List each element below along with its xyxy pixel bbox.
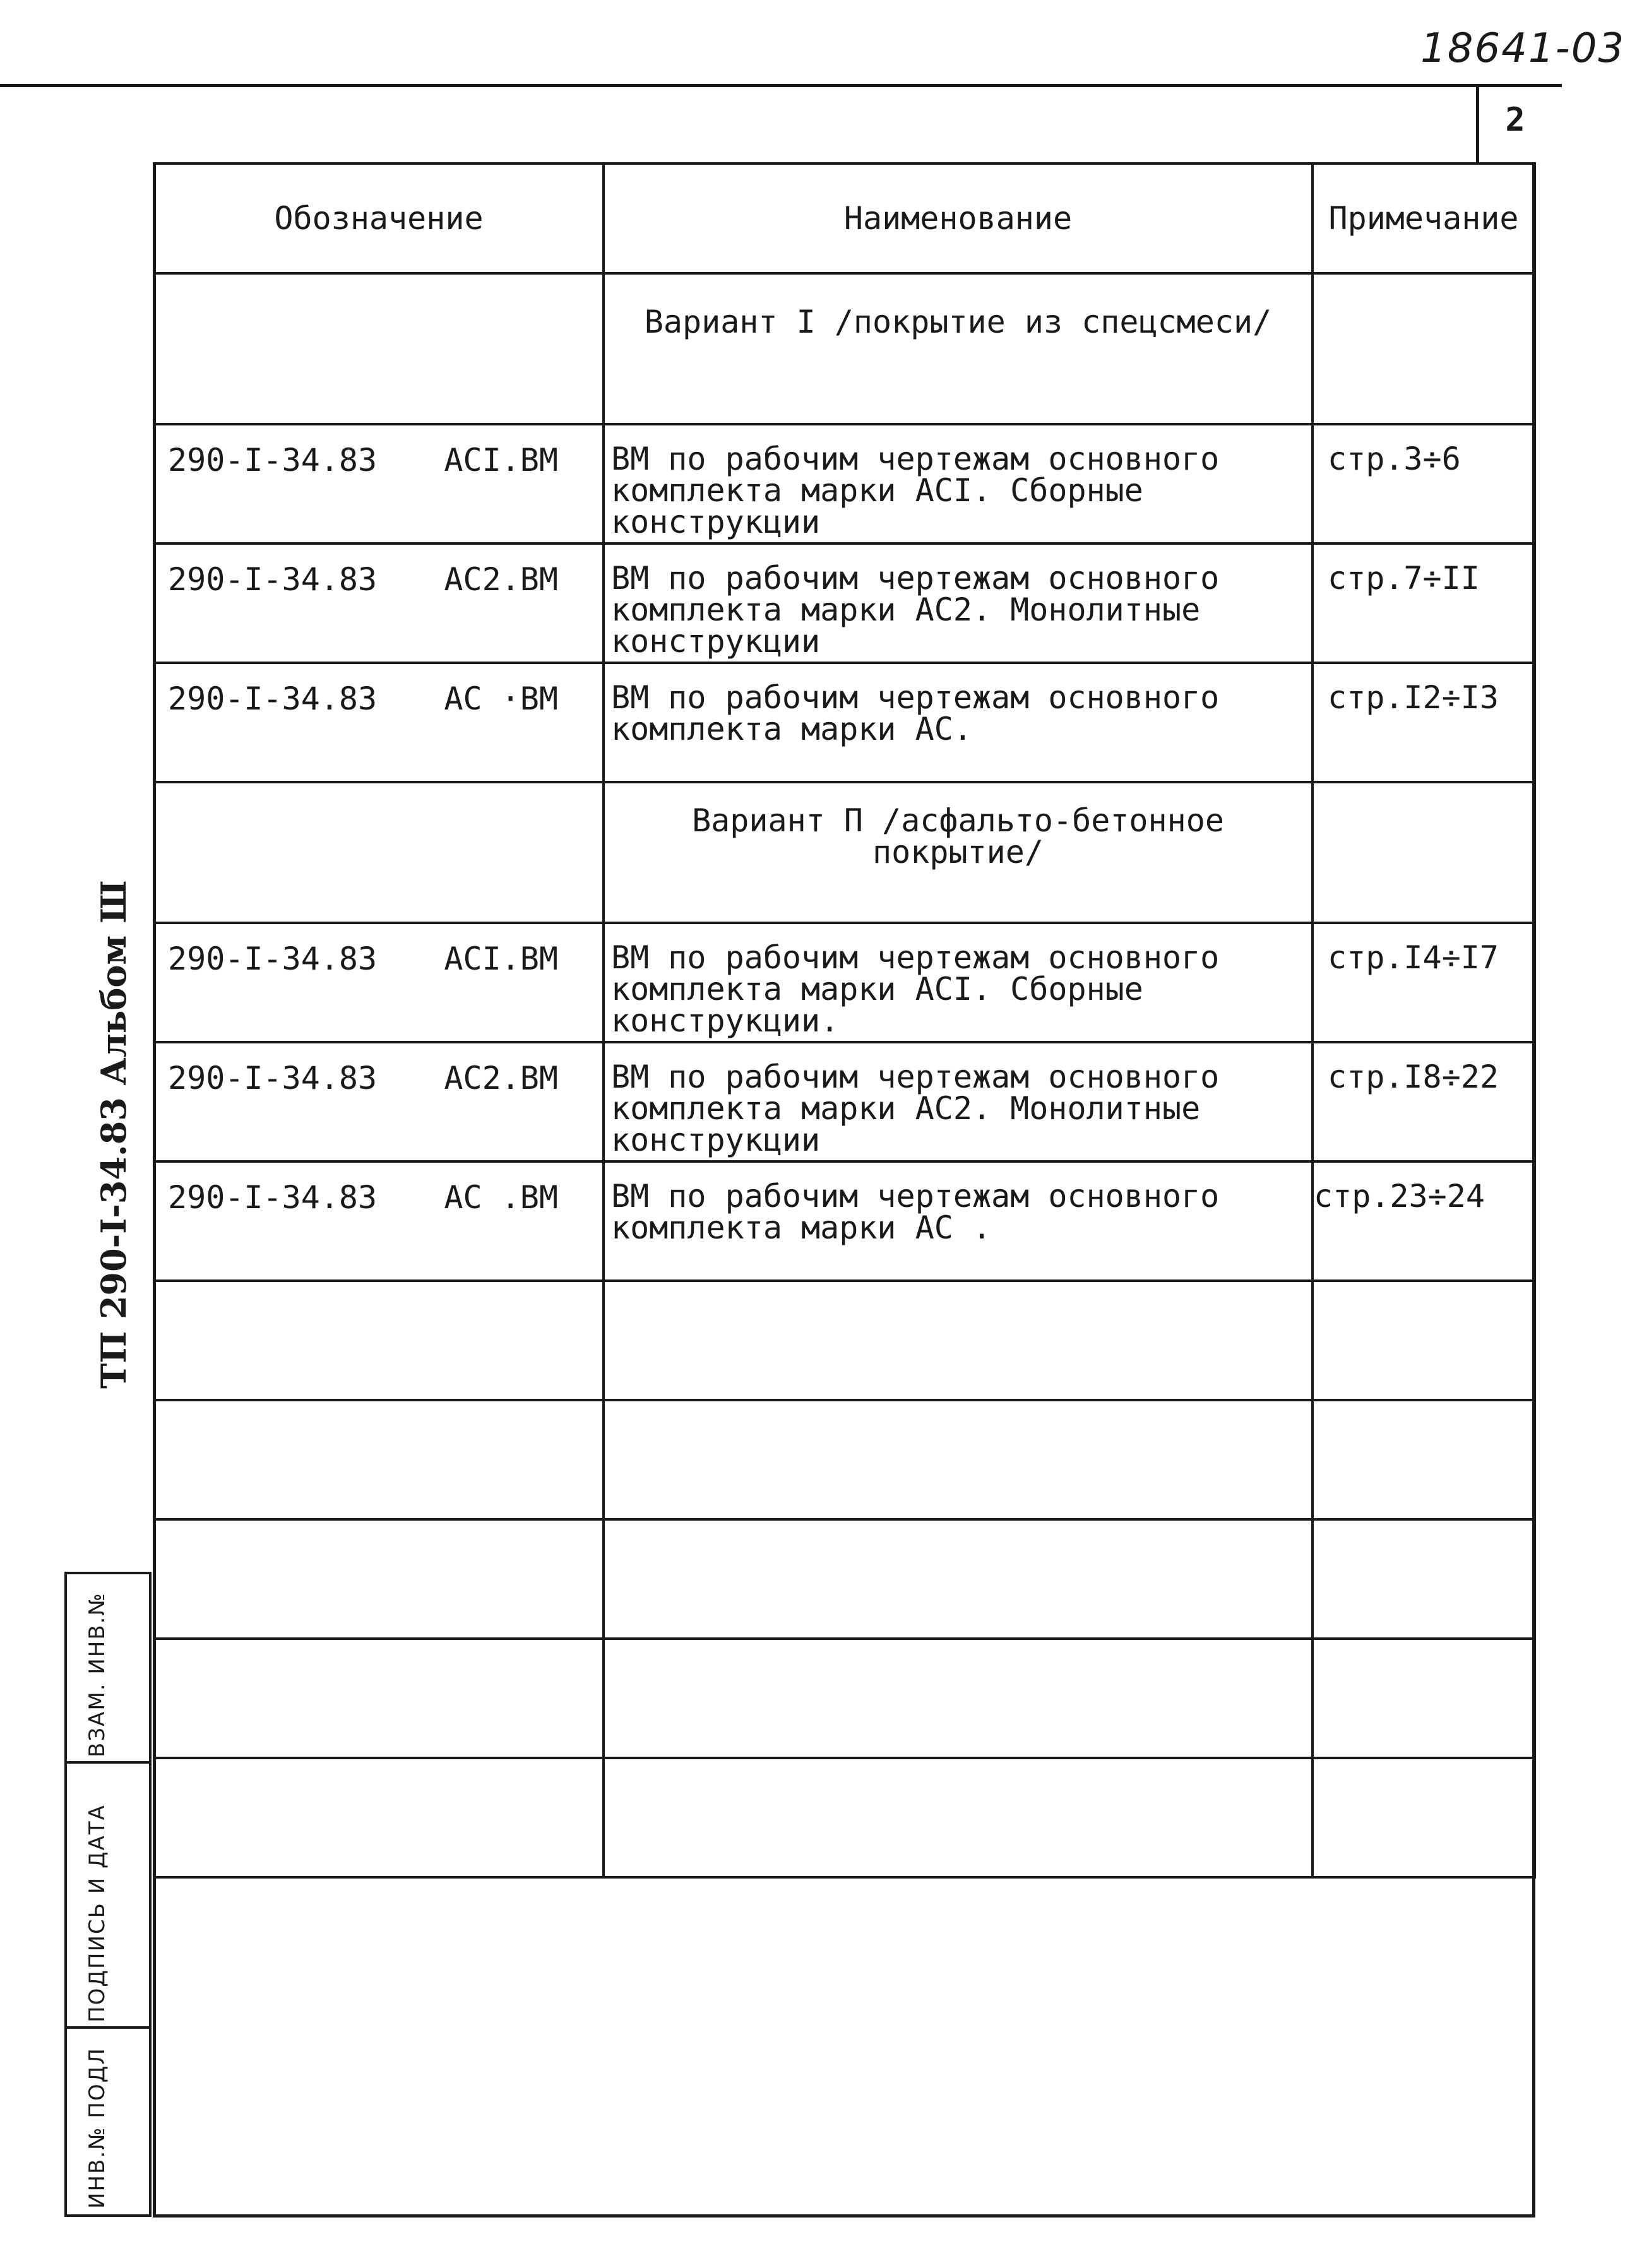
table-row: [154, 923, 1535, 1042]
column-header-name: Наименование: [604, 163, 1312, 273]
sheet-number-box-left: [1476, 84, 1479, 163]
empty-row: [154, 1758, 1535, 1877]
designation-code: 290-I-34.83: [168, 561, 378, 598]
item-note: стр.I2÷I3: [1328, 679, 1499, 716]
item-name: ВМ по рабочим чертежам основного комплекта марки АС.: [611, 679, 1220, 747]
empty-row: [154, 1400, 1535, 1519]
column-header-designation: Обозначение: [154, 163, 604, 273]
item-note: стр.7÷II: [1328, 560, 1480, 597]
album-title: ТП 290-I-34.83 Альбом Ш: [93, 880, 134, 1389]
designation-code: 290-I-34.83: [168, 1060, 378, 1096]
empty-row: [154, 1519, 1535, 1639]
document-number: 18641-03: [1420, 25, 1625, 72]
item-name: ВМ по рабочим чертежам основного комплекта марки АС2. Монолитные конструкции: [611, 1059, 1220, 1158]
variant-row: [154, 782, 1535, 923]
stamp-label-signature: ПОДПИСЬ И ДАТА: [85, 1804, 110, 2022]
stamp-label-replacement: ВЗАМ. ИНВ.№: [85, 1592, 110, 1757]
designation-mark: АС ·ВМ: [444, 680, 558, 717]
table-row: [154, 424, 1535, 543]
empty-row: [154, 1281, 1535, 1400]
item-name: ВМ по рабочим чертежам основного комплекта марки АСI. Сборные конструкции: [611, 441, 1220, 540]
column-header-note: Примечание: [1312, 163, 1535, 273]
item-name: ВМ по рабочим чертежам основного комплекта марки АС .: [611, 1178, 1220, 1246]
table-row: [154, 1042, 1535, 1161]
designation-code: 290-I-34.83: [168, 941, 378, 977]
item-note: стр.I8÷22: [1328, 1059, 1499, 1095]
top-frame-line: [0, 84, 1562, 87]
table-header: [154, 163, 1535, 273]
designation-code: 290-I-34.83: [168, 680, 378, 717]
designation-mark: АСI.ВМ: [444, 442, 558, 478]
table-row: [154, 1161, 1535, 1281]
item-name: ВМ по рабочим чертежам основного комплекта марки АСI. Сборные конструкции.: [611, 939, 1220, 1039]
designation-code: 290-I-34.83: [168, 442, 378, 478]
table-row: [154, 663, 1535, 782]
item-name: ВМ по рабочим чертежам основного комплекта марки АС2. Монолитные конструкции: [611, 560, 1220, 660]
item-note: стр.I4÷I7: [1328, 939, 1499, 976]
item-note: стр.23÷24: [1314, 1178, 1485, 1214]
variant-row: [154, 273, 1535, 424]
designation-mark: АС2.ВМ: [444, 1060, 558, 1096]
item-note: стр.3÷6: [1328, 441, 1461, 477]
stamp-cell-signature: [64, 1761, 152, 2029]
stamp-label-inventory: ИНВ.№ ПОДЛ: [85, 2047, 110, 2209]
contents-table: [153, 162, 1536, 1879]
designation-code: 290-I-34.83: [168, 1179, 378, 1216]
designation-mark: АС .ВМ: [444, 1179, 558, 1216]
bottom-frame-line: [153, 2214, 1535, 2218]
designation-mark: АС2.ВМ: [444, 561, 558, 598]
variant-title: Вариант П /асфальто-бетонное покрытие/: [604, 782, 1312, 923]
stamp-cell-replacement: [64, 1572, 152, 1764]
designation-mark: АСI.ВМ: [444, 941, 558, 977]
sheet-number: 2: [1505, 101, 1525, 139]
table-row: [154, 543, 1535, 663]
variant-title: Вариант I /покрытие из спецсмеси/: [604, 273, 1312, 424]
stamp-cell-inventory: [64, 2026, 152, 2217]
empty-row: [154, 1639, 1535, 1758]
